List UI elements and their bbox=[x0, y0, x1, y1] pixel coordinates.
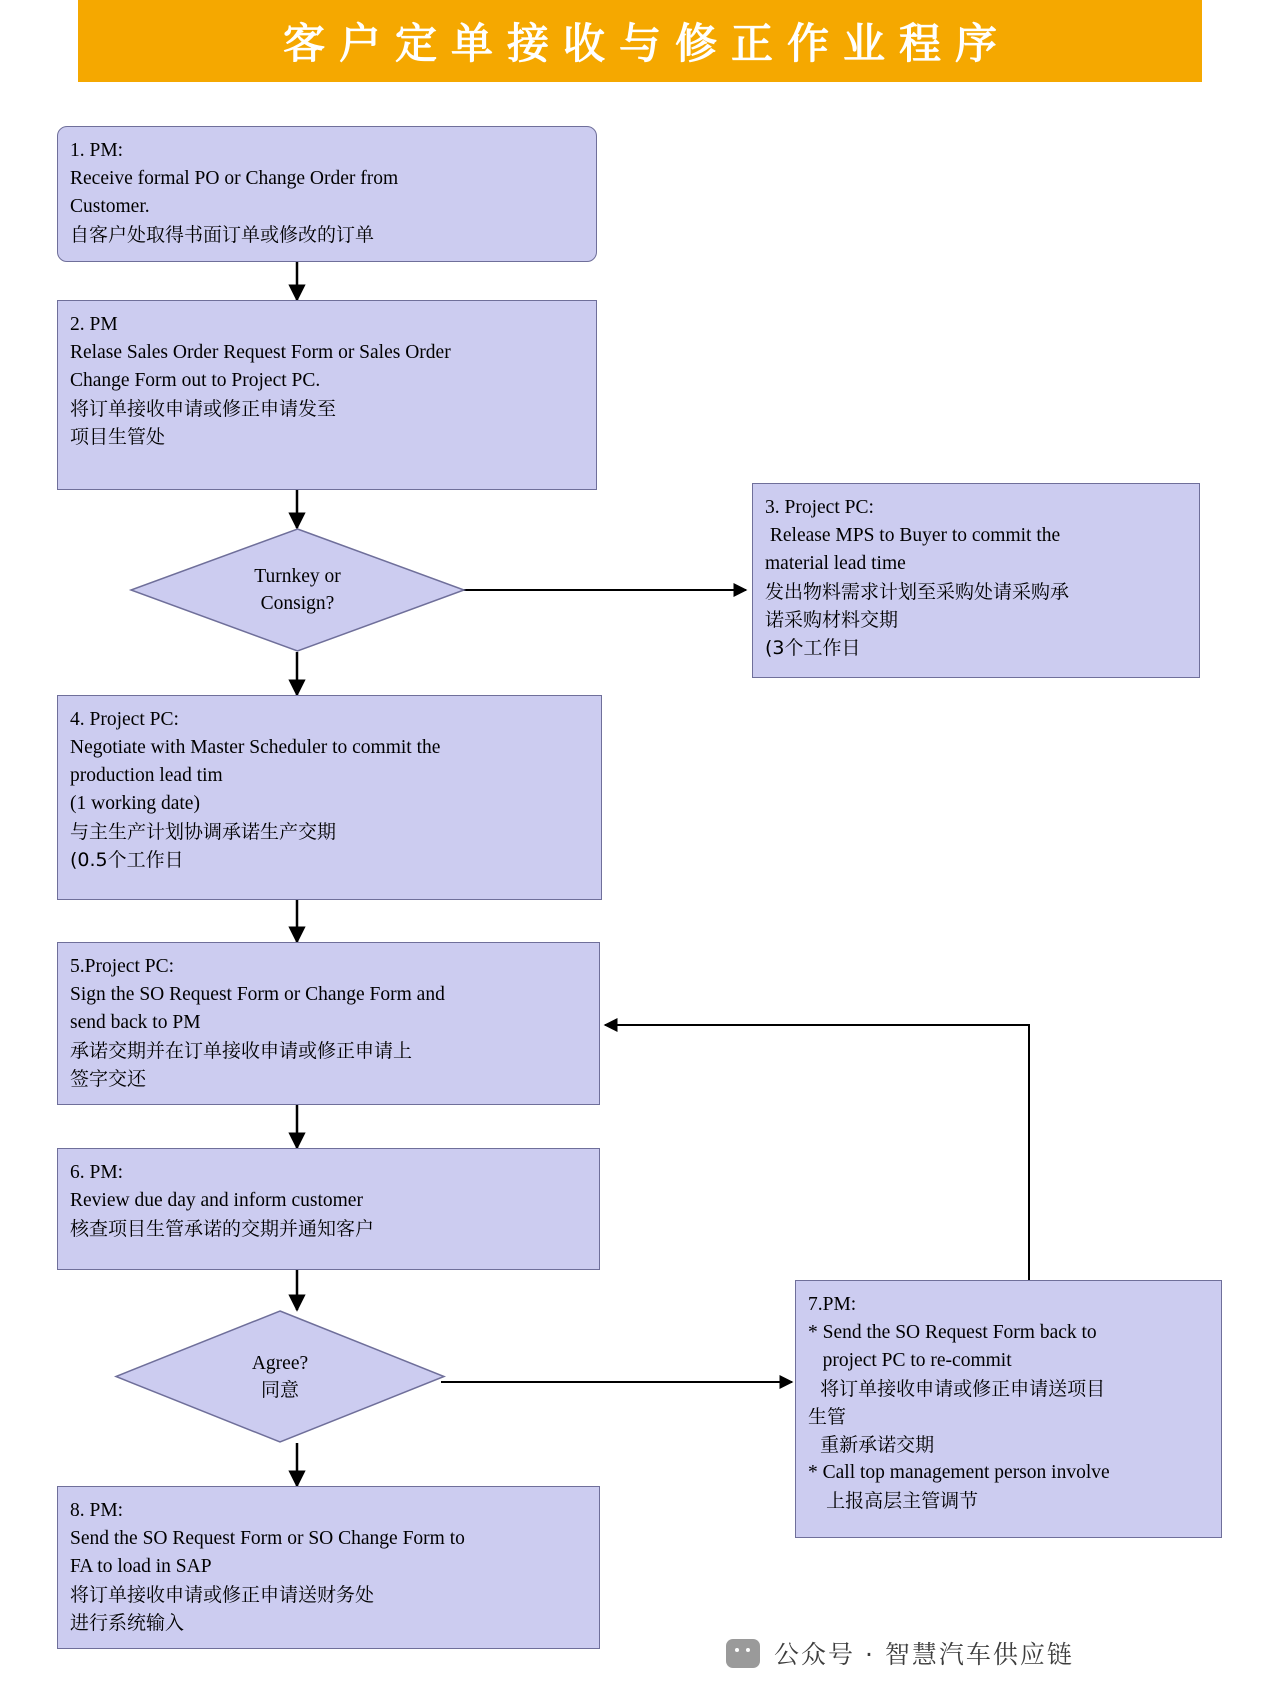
node-line: Review due day and inform customer bbox=[70, 1190, 363, 1211]
decision-label-line1: Agree? bbox=[251, 1352, 309, 1374]
diamond-shape bbox=[115, 1310, 445, 1443]
node-line: 进行系统输入 bbox=[70, 1612, 185, 1634]
decision-label-line2: Consign? bbox=[260, 593, 335, 614]
wechat-icon bbox=[726, 1639, 760, 1668]
flow-node-step2[interactable] bbox=[57, 300, 597, 490]
node-line: production lead tim bbox=[70, 765, 223, 786]
node-line: Relase Sales Order Request Form or Sales Order bbox=[70, 342, 451, 363]
node-line: 6. PM: bbox=[70, 1162, 124, 1183]
node-line: 8. PM: bbox=[70, 1500, 124, 1521]
decision-label-line2: 同意 bbox=[260, 1378, 299, 1401]
node-line: send back to PM bbox=[70, 1012, 201, 1033]
node-line: Send the SO Request Form or SO Change Form to bbox=[70, 1528, 465, 1549]
node-line: material lead time bbox=[765, 553, 906, 574]
node-line: Customer. bbox=[70, 196, 150, 217]
node-line: 将订单接收申请或修正申请发至 bbox=[70, 398, 337, 420]
page-title: 客户定单接收与修正作业程序 bbox=[282, 20, 1011, 67]
node-line: 项目生管处 bbox=[70, 426, 166, 448]
decision-label-line1: Turnkey or bbox=[254, 566, 341, 587]
footer-watermark bbox=[726, 1635, 1074, 1671]
node-line: Release MPS to Buyer to commit the bbox=[765, 525, 1061, 546]
node-line: 将订单接收申请或修正申请送财务处 bbox=[70, 1584, 375, 1606]
node-line: 签字交还 bbox=[70, 1068, 147, 1090]
node-line: 生管 bbox=[808, 1406, 847, 1428]
node-line: project PC to re-commit bbox=[808, 1350, 1012, 1371]
page-title-banner bbox=[78, 0, 1202, 82]
node-line: 承诺交期并在订单接收申请或修正申请上 bbox=[70, 1040, 413, 1062]
flow-node-step6[interactable] bbox=[57, 1148, 600, 1270]
node-line: 上报高层主管调节 bbox=[808, 1490, 979, 1512]
node-line: * Send the SO Request Form back to bbox=[808, 1322, 1097, 1343]
node-line: Change Form out to Project PC. bbox=[70, 370, 321, 391]
node-line: 自客户处取得书面订单或修改的订单 bbox=[70, 224, 375, 246]
node-line: 核查项目生管承诺的交期并通知客户 bbox=[70, 1218, 375, 1240]
node-line: 1. PM: bbox=[70, 140, 124, 161]
node-line: 将订单接收申请或修正申请送项目 bbox=[808, 1378, 1106, 1400]
diamond-shape bbox=[130, 528, 465, 652]
node-line: 重新承诺交期 bbox=[808, 1434, 935, 1456]
node-line: 诺采购材料交期 bbox=[765, 609, 899, 631]
node-line: Sign the SO Request Form or Change Form and bbox=[70, 984, 445, 1005]
node-line: (0.5个工作日 bbox=[70, 849, 184, 871]
node-line: Receive formal PO or Change Order from bbox=[70, 168, 399, 189]
flow-node-step7[interactable] bbox=[795, 1280, 1222, 1538]
flow-node-step1[interactable] bbox=[57, 126, 597, 262]
flow-decision-agree[interactable] bbox=[115, 1310, 445, 1443]
flow-decision-turnkey-or-consign[interactable] bbox=[130, 528, 465, 652]
flow-node-step4[interactable] bbox=[57, 695, 602, 900]
node-line: * Call top management person involve bbox=[808, 1462, 1110, 1483]
node-line: 4. Project PC: bbox=[70, 709, 179, 730]
footer-text: 公众号 · 智慧汽车供应链 bbox=[774, 1640, 1074, 1669]
flow-node-step5[interactable] bbox=[57, 942, 600, 1105]
node-line: FA to load in SAP bbox=[70, 1556, 212, 1577]
node-line: (1 working date) bbox=[70, 793, 200, 814]
node-line: Negotiate with Master Scheduler to commit the bbox=[70, 737, 441, 758]
node-line: 5.Project PC: bbox=[70, 956, 175, 977]
node-line: 与主生产计划协调承诺生产交期 bbox=[70, 821, 337, 843]
node-line: 3. Project PC: bbox=[765, 497, 874, 518]
flow-node-step3[interactable] bbox=[752, 483, 1200, 678]
node-line: 2. PM bbox=[70, 314, 118, 335]
node-line: 7.PM: bbox=[808, 1294, 857, 1315]
node-line: 发出物料需求计划至采购处请采购承 bbox=[765, 581, 1070, 603]
flow-node-step8[interactable] bbox=[57, 1486, 600, 1649]
node-line: (3个工作日 bbox=[765, 637, 861, 659]
